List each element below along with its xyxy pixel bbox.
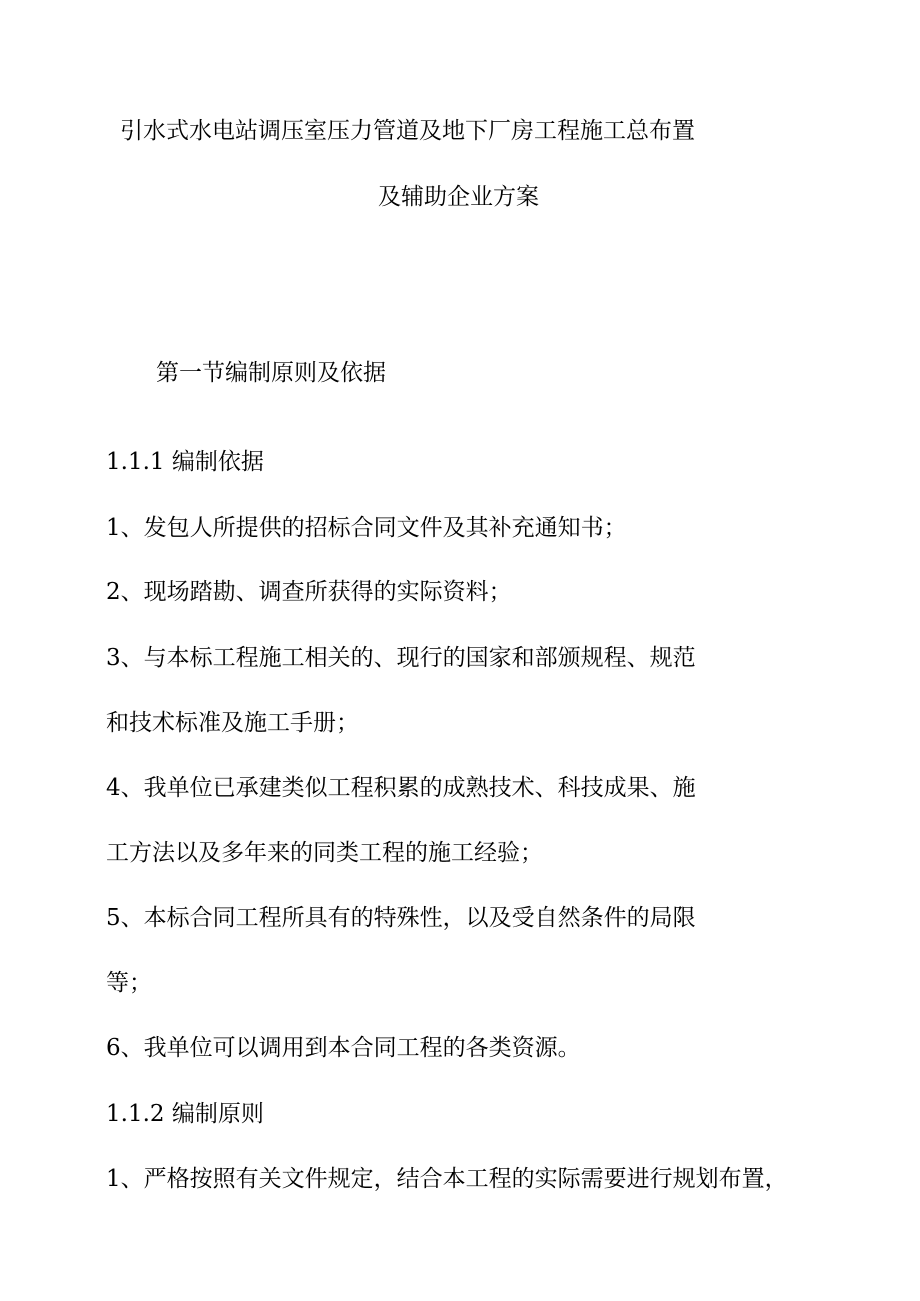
basis-item-1: 1、发包人所提供的招标合同文件及其补充通知书； [106, 515, 627, 541]
subsection-heading-basis: 1.1.1 编制依据 [106, 449, 264, 475]
basis-item-3-continued: 和技术标准及施工手册； [106, 710, 359, 736]
basis-item-4-continued: 工方法以及多年来的同类工程的施工经验； [106, 840, 543, 866]
basis-item-3: 3、与本标工程施工相关的、现行的国家和部颁规程、规范 [106, 645, 696, 671]
basis-item-6: 6、我单位可以调用到本合同工程的各类资源。 [106, 1035, 581, 1061]
document-title-line-1: 引水式水电站调压室压力管道及地下厂房工程施工总布置 [120, 118, 695, 144]
document-title-line-2: 及辅助企业方案 [378, 184, 539, 210]
subsection-heading-principles: 1.1.2 编制原则 [106, 1101, 264, 1127]
basis-item-4: 4、我单位已承建类似工程积累的成熟技术、科技成果、施 [106, 775, 696, 801]
basis-item-5-continued: 等； [106, 970, 152, 996]
basis-item-2: 2、现场踏勘、调查所获得的实际资料； [106, 579, 512, 605]
basis-item-5: 5、本标合同工程所具有的特殊性，以及受自然条件的局限 [106, 905, 696, 931]
section-title: 第一节编制原则及依据 [156, 360, 386, 386]
principle-item-1: 1、严格按照有关文件规定，结合本工程的实际需要进行规划布置， [106, 1166, 788, 1192]
